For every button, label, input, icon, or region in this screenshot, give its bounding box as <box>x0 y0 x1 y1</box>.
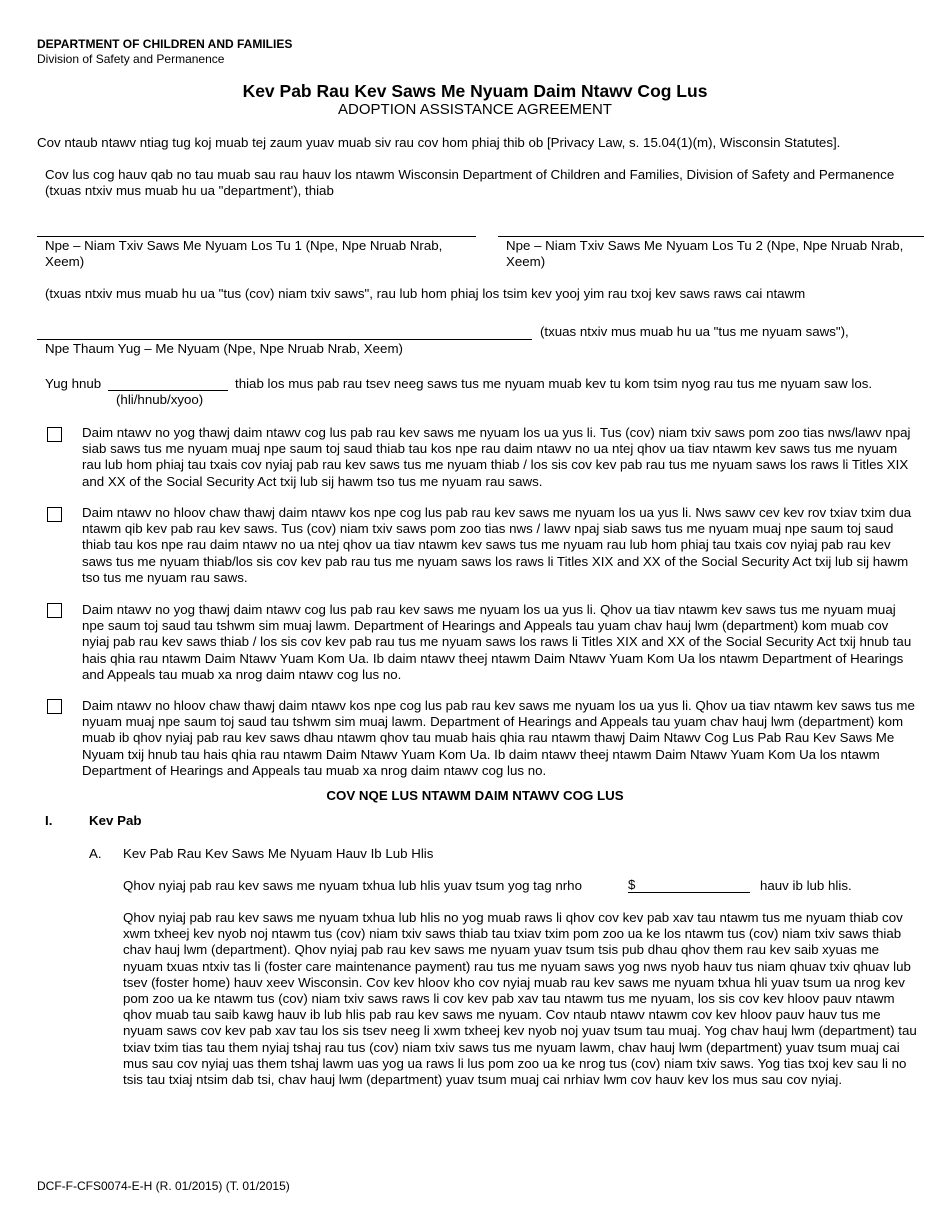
option-2-checkbox[interactable] <box>47 507 62 522</box>
option-3-checkbox[interactable] <box>47 603 62 618</box>
intro-paragraph: Cov lus cog hauv qab no tau muab sau rau hauv los ntawm Wisconsin Department of Children and Families, Division of Safety and Permanence (txuas ntxiv mus muab hu ua "department'), thiab <box>45 167 895 199</box>
option-4-text: Daim ntawv no hloov chaw thawj daim ntawv kos npe cog lus pab rau kev saws me nyuam los ua yus li. Qhov ua tiav ntawm kev saws tus me nyuam muaj npe saum toj saud tau tshwm sim muaj lawm. Department of Hearings and Appeals tau yuam chav hauj lwm (department) kom muab ib qhov nyiaj pab rau kev saws dhau ntawm qhov tau muab hais qhia rau ntawm thawj Daim Ntawv Cog Lus Pab Rau Kev Saws Me Nyuam txij hnub tau hais qhia rau ntawm Daim Ntawv Yuam Kom Ua. Ib daim ntawv theej ntawm Daim Ntawv Yuam Kom Ua los ntawm Department of Hearings and Appeals tau muab xa nrog daim ntawv cog lus no. <box>82 698 915 778</box>
dob-format: (hli/hnub/xyoo) <box>116 392 204 407</box>
option-1-checkbox[interactable] <box>47 427 62 442</box>
parents-note: (txuas ntxiv mus muab hu ua "tus (cov) niam txiv saws", rau lub hom phiaj los tsim kev yooj yim rau txoj kev saws raws cai ntawm <box>45 286 806 301</box>
child-name-label: Npe Thaum Yug – Me Nyuam (Npe, Npe Nruab Nrab, Xeem) <box>45 341 403 356</box>
currency-symbol: $ <box>628 877 636 892</box>
form-id-footer: DCF-F-CFS0074-E-H (R. 01/2015) (T. 01/2015) <box>37 1179 290 1193</box>
dob-prefix: Yug hnub <box>45 376 102 391</box>
privacy-notice: Cov ntaub ntawv ntiag tug koj muab tej zaum yuav muab siv rau cov hom phiaj thib ob [Privacy Law, s. 15.04(1)(m), Wisconsin Statutes]. <box>37 135 841 150</box>
dob-suffix: thiab los mus pab rau tsev neeg saws tus me nyuam muab kev tu kom tsim nyog rau tus me nyuam saw los. <box>235 376 873 391</box>
page-subtitle: ADOPTION ASSISTANCE AGREEMENT <box>338 101 612 118</box>
parent2-name-field[interactable] <box>498 236 924 237</box>
parent1-name-label: Npe – Niam Txiv Saws Me Nyuam Los Tu 1 (Npe, Npe Nruab Nrab, Xeem) <box>45 238 443 270</box>
division-name: Division of Safety and Permanence <box>37 52 225 66</box>
section-i-body: Qhov nyiaj pab rau kev saws me nyuam txhua lub hlis no yog muab raws li qhov cov kev pab xav tau ntawm tus me nyuam thiab cov xwm txheej kev nyob noj ntawm tus (cov) niam txiv saws thiab tau txiav txim pom zoo ua ke los ntawm tus (cov) niam txiv saws thiab chav hauj lwm (department). Qhov nyiaj pab rau kev saws me nyuam yuav tsum tsis pub dhau qhov them rau kev saib xyuas me nyuam txuas ntxiv tas li (foster care maintenance payment) rau tus me nyuam saws yog nws nyob hauv tus niam qhuav txiv qhuav lub tsev (foster home) hauv xeev Wisconsin. Cov kev hloov kho cov nyiaj muab rau kev saws me nyuam txhua hli yuav tsum ua nrog kev pom zoo ua ke ntawm tus (cov) niam txiv saws raws li cov kev pab xav tau ntawm tus me nyuam, los sis cov kev hloov pauv ntawm qhov muab tau saib kawg hauv ib lub hlis pab rau kev saws me nyuam. Cov ntaub ntawv ntawm cov kev hloov pauv hauv tus me nyuam saws cov kev pab xav tau los sis tsev neeg li xwm txheej kev nyob noj yuav tsum tau muaj. Yog chav hauj lwm (department) tau txiav txim tias tau them nyiaj tshaj rau tus (cov) niam txiv saws tus me nyuam lawm, chav hauj lwm (department) yuav tsum muaj cai mus sau cov nyiaj uas them tshaj lawm uas yog ua raws li lus pom zoo ua ke nrog tus (cov) niam txiv saws. Yog tias txoj kev sau li no tsis tau txiaj ntsim dab tsi, chav hauj lwm (department) yuav tsum muaj cai nrhiav lwm cov hauv kev los mus sau cov nyiaj. <box>123 910 917 1088</box>
child-name-field[interactable] <box>37 339 532 340</box>
section-i-title: Kev Pab <box>89 813 142 828</box>
department-name: DEPARTMENT OF CHILDREN AND FAMILIES <box>37 37 293 51</box>
child-note: (txuas ntxiv mus muab hu ua "tus me nyuam saws"), <box>540 324 849 339</box>
dob-field[interactable] <box>108 390 228 391</box>
option-3-text: Daim ntawv no yog thawj daim ntawv cog lus pab rau kev saws me nyuam los ua yus li. Qhov ua tiav ntawm kev saws tus me nyuam muaj npe saum toj saud tau tshwm sim muaj lawm. Department of Hearings and Appeals tau yuam chav hauj lwm (department) kom muab cov nyiaj pab rau kev saws thiab / los sis cov kev pab rau tus me nyuam saws los raws li Titles XIX and XX of the Social Security Act txij hnub tau hais qhia rau ntawm Daim Ntawv Yuam Kom Ua. Ib daim ntawv theej ntawm Daim Ntawv Yuam Kom Ua los ntawm Department of Hearings and Appeals tau muab xa nrog daim ntawv cog lus no. <box>82 602 912 682</box>
section-i-number: I. <box>45 813 53 828</box>
parent1-name-field[interactable] <box>37 236 476 237</box>
parent2-name-label: Npe – Niam Txiv Saws Me Nyuam Los Tu 2 (Npe, Npe Nruab Nrab, Xeem) <box>506 238 904 270</box>
monthly-amount-suffix: hauv ib lub hlis. <box>760 878 852 893</box>
page-title: Kev Pab Rau Kev Saws Me Nyuam Daim Ntawv Cog Lus <box>242 81 708 101</box>
subsection-a-letter: A. <box>89 846 102 861</box>
subsection-a-title: Kev Pab Rau Kev Saws Me Nyuam Hauv Ib Lub Hlis <box>123 846 434 861</box>
monthly-amount-prefix: Qhov nyiaj pab rau kev saws me nyuam txhua lub hlis yuav tsum yog tag nrho <box>123 878 582 893</box>
monthly-amount-field[interactable] <box>628 892 750 893</box>
option-1-text: Daim ntawv no yog thawj daim ntawv cog lus pab rau kev saws me nyuam los ua yus li. Tus (cov) niam txiv saws pom zoo tias nws/lawv npaj siab saws tus me nyuam muaj npe saum toj saud thiab tau kos npe rau daim ntawv no ua ntej qhov ua tiav ntawm kev saws tus me nyuam rau lub hom phiaj tau txais cov nyiaj pab rau kev saws tus me nyuam thiab / los sis cov kev pab rau tus me nyuam saws los raws li Titles XIX and XX of the Social Security Act txij lub sij hawm tso tus me nyuam rau saws. <box>82 425 911 489</box>
terms-heading: COV NQE LUS NTAWM DAIM NTAWV COG LUS <box>326 788 624 803</box>
option-2-text: Daim ntawv no hloov chaw thawj daim ntawv kos npe cog lus pab rau kev saws me nyuam los ua yus li. Nws sawv cev kev rov txiav txim dua ntawm qib kev pab rau kev saws. Tus (cov) niam txiv saws pom zoo tias nws / lawv npaj siab saws tus me nyuam muaj npe saum toj saud thiab tau kos npe rau daim ntawv no ua ntej qhov ua tiav ntawm kev saws tus me nyuam rau lub hom phiaj tau txais cov nyiaj pab rau kev saws tus me nyuam thiab/los sis cov kev pab rau tus me nyuam saws los raws li Titles XIX and XX of the Social Security Act txij lub sij hawm tso tus me nyuam rau saws. <box>82 505 912 585</box>
option-4-checkbox[interactable] <box>47 699 62 714</box>
